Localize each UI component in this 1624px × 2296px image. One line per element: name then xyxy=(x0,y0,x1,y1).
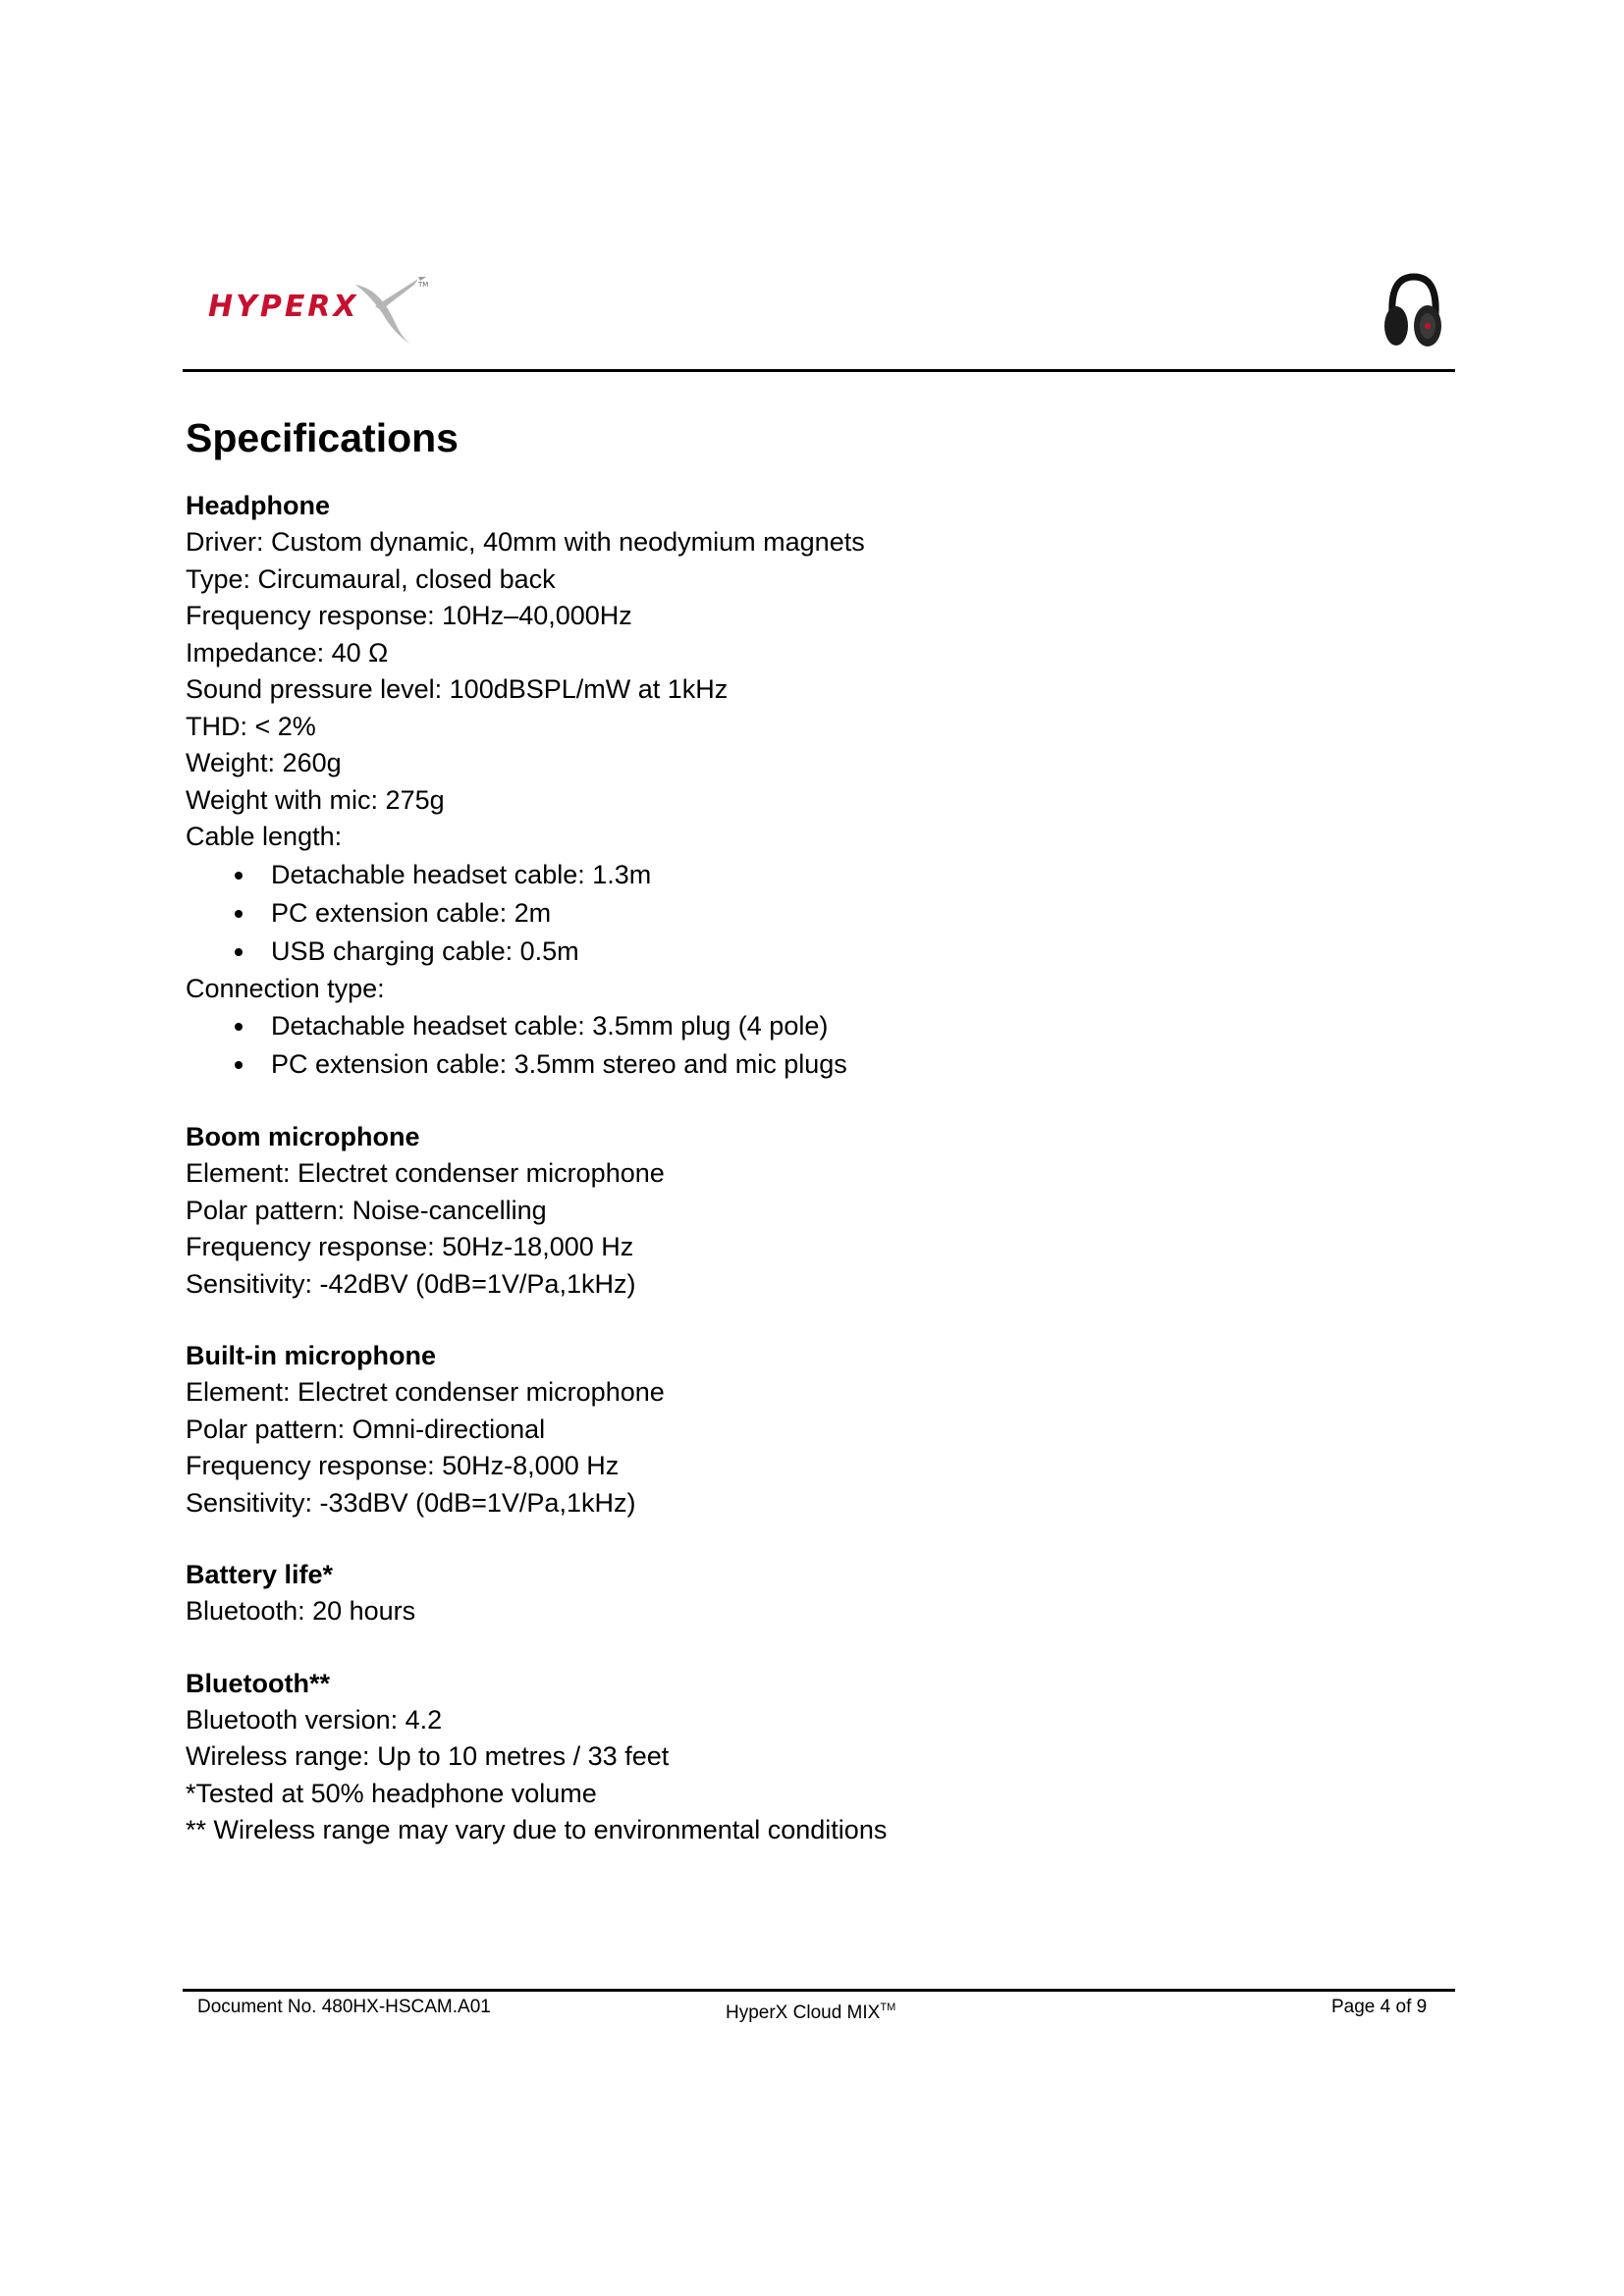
spec-line: Weight: 260g xyxy=(186,748,342,777)
spec-line: Sound pressure level: 100dBSPL/mW at 1kHz xyxy=(186,674,729,704)
section-title-headphone: Headphone xyxy=(186,491,331,520)
spec-line: Driver: Custom dynamic, 40mm with neodymium magnets xyxy=(186,527,865,557)
section-battery-life xyxy=(186,1556,1423,1630)
footnote: ** Wireless range may vary due to environmental conditions xyxy=(186,1815,888,1844)
spec-line: THD: < 2% xyxy=(186,711,316,741)
connection-type-list xyxy=(186,1007,1423,1084)
spec-line: Connection type: xyxy=(186,973,385,1003)
list-item: USB charging cable: 0.5m xyxy=(186,933,1423,971)
footer-product-name: HyperX Cloud MIX xyxy=(726,2002,881,2023)
spec-line: Polar pattern: Omni-directional xyxy=(186,1414,546,1444)
section-bluetooth xyxy=(186,1665,1423,1849)
spec-line: Weight with mic: 275g xyxy=(186,784,445,815)
spec-line: Frequency response: 50Hz-18,000 Hz xyxy=(186,1232,634,1261)
specifications-content xyxy=(186,410,1423,1884)
section-title-boom-microphone: Boom microphone xyxy=(186,1122,420,1151)
spec-line: Frequency response: 50Hz-8,000 Hz xyxy=(186,1451,620,1480)
footer-product xyxy=(726,1995,895,2026)
spec-line: Polar pattern: Noise-cancelling xyxy=(186,1195,547,1225)
spec-line: Bluetooth version: 4.2 xyxy=(186,1704,443,1735)
spec-line: Frequency response: 10Hz–40,000Hz xyxy=(186,601,632,630)
footnote: *Tested at 50% headphone volume xyxy=(186,1778,597,1808)
header-divider xyxy=(183,369,1455,372)
spec-line: Bluetooth: 20 hours xyxy=(186,1596,416,1626)
section-title-bluetooth: Bluetooth** xyxy=(186,1668,330,1698)
spec-line: Wireless range: Up to 10 metres / 33 feet xyxy=(186,1741,670,1771)
list-item: PC extension cable: 3.5mm stereo and mic plugs xyxy=(186,1045,1423,1084)
spec-line: Sensitivity: -33dBV (0dB=1V/Pa,1kHz) xyxy=(186,1487,636,1518)
cable-length-list xyxy=(186,856,1423,971)
page-number: Page 4 of 9 xyxy=(1331,1997,1428,2017)
spec-line: Element: Electret condenser microphone xyxy=(186,1158,665,1188)
section-headphone xyxy=(186,487,1423,1084)
bullet-icon xyxy=(235,1023,243,1031)
section-boom-microphone xyxy=(186,1118,1423,1303)
svg-text:TM: TM xyxy=(418,281,429,289)
page-title: Specifications xyxy=(186,415,459,460)
section-title-battery-life: Battery life* xyxy=(186,1560,334,1589)
bullet-icon xyxy=(235,1061,243,1069)
spec-line: Cable length: xyxy=(186,822,343,851)
list-item: Detachable headset cable: 1.3m xyxy=(186,856,1423,894)
list-item: PC extension cable: 2m xyxy=(186,894,1423,933)
spec-line: Impedance: 40 Ω xyxy=(186,637,389,667)
footer-divider xyxy=(183,1989,1455,1992)
headset-icon xyxy=(1382,271,1445,351)
trademark-mark: TM xyxy=(880,2002,896,2013)
section-title-built-in-microphone: Built-in microphone xyxy=(186,1341,436,1370)
spec-line: Type: Circumaural, closed back xyxy=(186,563,556,594)
hyperx-logo xyxy=(208,263,434,353)
bullet-icon xyxy=(235,872,243,880)
list-item: Detachable headset cable: 3.5mm plug (4 pole) xyxy=(186,1007,1423,1045)
section-built-in-microphone xyxy=(186,1337,1423,1522)
bullet-icon xyxy=(235,910,243,918)
bullet-icon xyxy=(235,948,243,956)
spec-line: Element: Electret condenser microphone xyxy=(186,1377,665,1407)
spec-line: Sensitivity: -42dBV (0dB=1V/Pa,1kHz) xyxy=(186,1268,636,1299)
hyperx-logo-wordmark: HYPERX xyxy=(208,290,359,324)
document-number: Document No. 480HX-HSCAM.A01 xyxy=(197,1997,491,2017)
